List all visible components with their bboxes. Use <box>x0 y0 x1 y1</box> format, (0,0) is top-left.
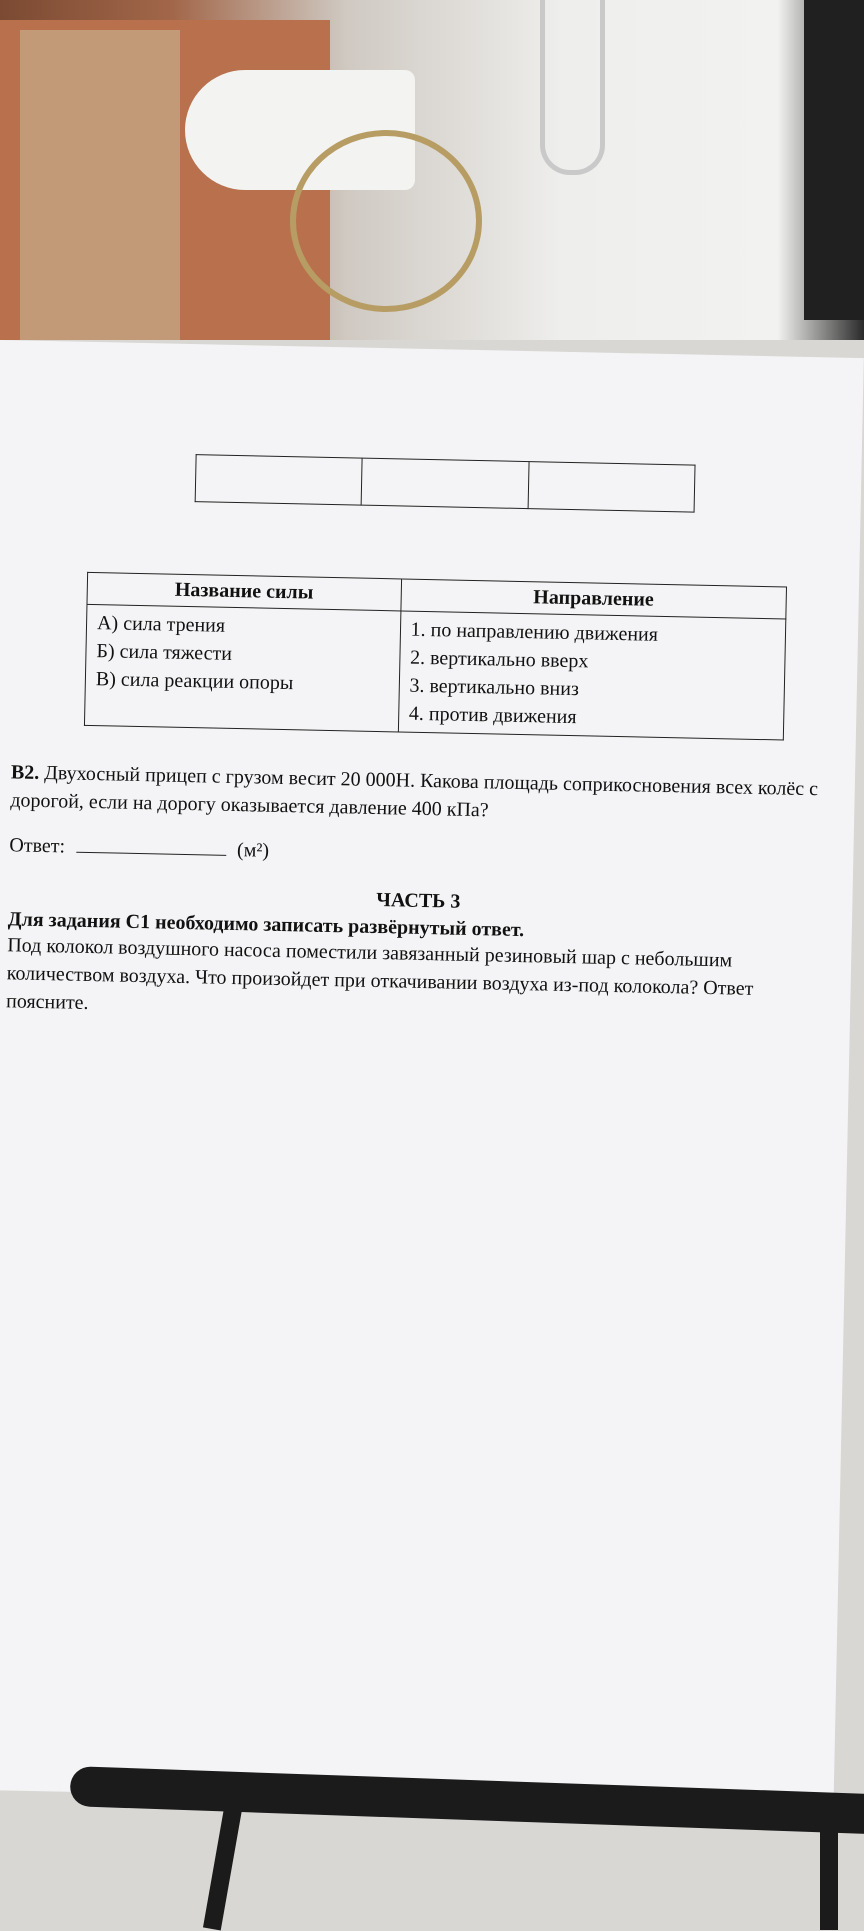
direction-item: 1. по направлению движения <box>410 618 659 646</box>
part3-intro: Для задания С1 необходимо записать развёрнутый ответ. <box>7 908 525 942</box>
task-b2 <box>10 758 831 831</box>
sheet-content <box>6 450 838 1032</box>
background-ring <box>290 130 482 312</box>
top-empty-table <box>195 454 696 512</box>
table-header-force: Название силы <box>87 572 401 611</box>
direction-list <box>398 611 786 740</box>
force-direction-table <box>84 572 787 741</box>
part3-title: ЧАСТЬ 3 <box>376 889 461 913</box>
direction-item: 2. вертикально вверх <box>409 646 589 673</box>
force-item: А) сила трения <box>96 612 226 637</box>
force-item: Б) сила тяжести <box>96 640 233 665</box>
answer-line <box>9 834 829 874</box>
answer-label: Ответ: <box>9 834 66 858</box>
table-header-direction: Направление <box>401 579 787 619</box>
direction-item: 3. вертикально вниз <box>409 674 580 701</box>
direction-item: 4. против движения <box>408 702 577 729</box>
top-table-cell <box>195 455 362 505</box>
force-item: В) сила реакции опоры <box>95 668 294 695</box>
background-corkboard <box>20 30 180 340</box>
top-table-cell <box>361 458 528 508</box>
task-c1-text: Под колокол воздушного насоса поместили завязанный резиновый шар с небольшим количеством воздуха. Что произойдет при откачивании воздуха из-под колокола? Ответ поясните. <box>5 934 754 1014</box>
force-list <box>84 604 400 732</box>
stand-leg <box>820 1800 838 1930</box>
paper-sheet <box>0 340 864 1808</box>
answer-unit: (м²) <box>236 839 270 862</box>
background-dark-object <box>804 0 864 320</box>
background-cable <box>540 0 605 175</box>
top-table-cell <box>528 462 695 512</box>
task-b2-number: В2. <box>10 761 40 784</box>
answer-blank[interactable] <box>76 852 226 856</box>
task-b2-text: Двухосный прицеп с грузом весит 20 000Н. Какова площадь соприкосновения всех колёс с дорогой, если на дорогу оказывается давление 400 кПа? <box>10 762 819 822</box>
